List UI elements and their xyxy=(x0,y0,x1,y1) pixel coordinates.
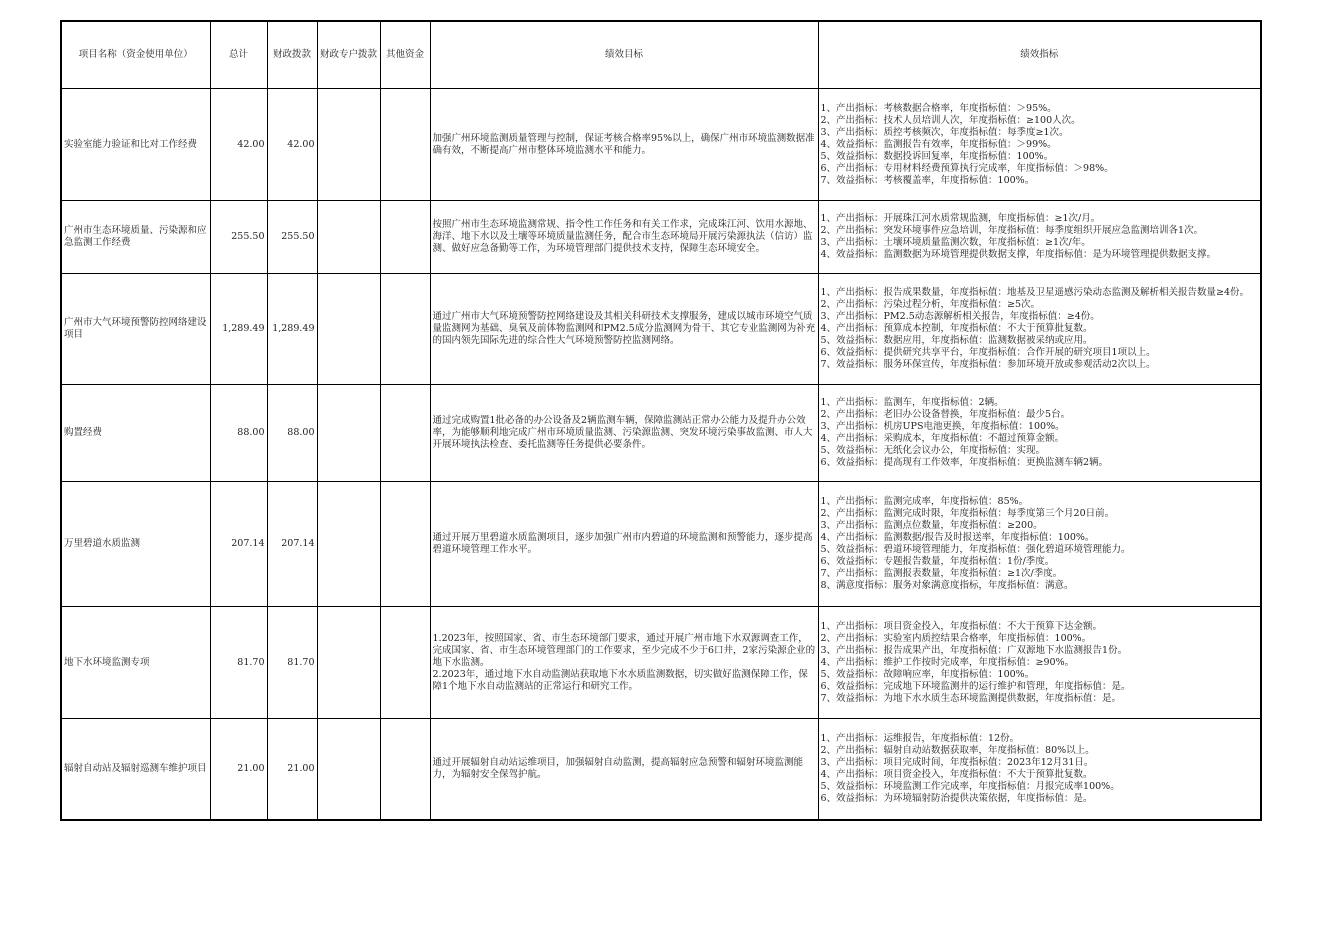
special-account-cell xyxy=(317,274,380,385)
project-name-cell: 地下水环境监测专项 xyxy=(61,607,210,719)
indicator-line: 3、产出指标：土壤环境质量监测次数，年度指标值：≥1次/年。 xyxy=(820,237,1091,248)
fiscal-cell: 81.70 xyxy=(267,607,317,719)
special-account-cell xyxy=(317,89,380,201)
indicator-line: 7、效益指标：为地下水水质生态环境监测提供数据，年度指标值：是。 xyxy=(820,692,1122,704)
fiscal-cell: 255.50 xyxy=(267,201,317,274)
indicator-line: 4、产出指标：采购成本，年度指标值：不超过预算金额。 xyxy=(820,433,1065,444)
table-row xyxy=(61,482,1261,607)
performance-goal-cell: 通过完成购置1批必备的办公设备及2辆监测车辆，保障监测站正常办公能力及提升办公效率，为能够顺利地完成广州市环境质量监测、污染源监测、突发环境污染事故监测、市人大开展环境执法检查、委托监测等任务提供必要条件。 xyxy=(430,385,818,482)
indicator-line: 1、产出指标：项目资金投入，年度指标值：不大于预算下达金额。 xyxy=(820,620,1103,632)
indicator-line: 5、效益指标：数据投诉回复率，年度指标值：100%。 xyxy=(820,150,1054,162)
indicator-line: 4、产出指标：监测数据/报告及时报送率，年度指标值：100%。 xyxy=(820,532,1095,543)
other-funds-cell xyxy=(380,89,430,201)
performance-indicators-cell xyxy=(818,201,1261,274)
performance-indicators-cell xyxy=(818,482,1261,607)
indicator-line: 7、产出指标：监测报表数量，年度指标值：≥1次/季度。 xyxy=(820,568,1063,579)
indicator-line: 1、产出指标：报告成果数量，年度指标值：地基及卫星遥感污染动态监测及解析相关报告数量≥4份。 xyxy=(820,287,1250,298)
indicator-line: 4、产出指标：项目资金投入，年度指标值：不大于预算批复数。 xyxy=(820,768,1093,780)
other-funds-cell xyxy=(380,385,430,482)
performance-goal-cell: 通过广州市大气环境预警防控网络建设及其相关科研技术支撑服务，建成以城市环境空气质量监测网为基础、臭氧及前体物监测网和PM2.5成分监测网为骨干、其它专业监测网为补充的国内领先国际先进的综合性大气环境预警防控监测网络。 xyxy=(430,274,818,385)
performance-goal-cell: 按照广州市生态环境监测常规、指令性工作任务和有关工作求，完成珠江河、饮用水源地、海洋、地下水以及土壤等环境质量监测任务，配合市生态环境局开展污染源执法（信访）监测、做好应急备勤等工作，为环境管理部门提供技术支持，保障生态环境安全。 xyxy=(430,201,818,274)
table-row xyxy=(61,89,1261,201)
indicator-line: 1、产出指标：开展珠江河水质常规监测，年度指标值：≥1次/月。 xyxy=(820,213,1101,224)
total-cell: 88.00 xyxy=(210,385,267,482)
indicator-line: 2、产出指标：技术人员培训人次，年度指标值：≥100人次。 xyxy=(820,114,1081,126)
indicator-line: 6、产出指标：专用材料经费预算执行完成率，年度指标值：＞98%。 xyxy=(820,162,1114,174)
table-row xyxy=(61,719,1261,820)
special-account-cell xyxy=(317,719,380,820)
total-cell: 1,289.49 xyxy=(210,274,267,385)
project-name-cell: 辐射自动站及辐射巡测车维护项目 xyxy=(61,719,210,820)
indicator-line: 3、产出指标：PM2.5动态源解析相关报告，年度指标值：≥4份。 xyxy=(820,311,1100,322)
indicator-line: 5、效益指标：环境监测工作完成率，年度指标值：月报完成率100%。 xyxy=(820,780,1120,792)
indicator-line: 3、产出指标：报告成果产出，年度指标值：广双源地下水监测报告1份。 xyxy=(820,644,1128,656)
indicator-line: 2、产出指标：老旧办公设备替换，年度指标值：最少5台。 xyxy=(820,409,1071,420)
indicator-line: 4、产出指标：维护工作按时完成率，年度指标值：≥90%。 xyxy=(820,656,1075,668)
table-row xyxy=(61,201,1261,274)
performance-indicators-cell xyxy=(818,274,1261,385)
total-cell: 81.70 xyxy=(210,607,267,719)
indicator-line: 5、效益指标：无纸化会议办公，年度指标值：实现。 xyxy=(820,445,1046,456)
project-name-cell: 实验室能力验证和比对工作经费 xyxy=(61,89,210,201)
indicator-line: 3、产出指标：项目完成时间，年度指标值：2023年12月31日。 xyxy=(820,756,1094,768)
indicator-line: 6、效益指标：为环境辐射防治提供决策依据，年度指标值：是。 xyxy=(820,792,1093,804)
indicator-line: 3、产出指标：监测点位数量，年度指标值：≥200。 xyxy=(820,520,1043,531)
total-cell: 207.14 xyxy=(210,482,267,607)
header-special-account: 财政专户拨款 xyxy=(317,21,380,89)
indicator-line: 7、效益指标：服务环保宣传，年度指标值：参加环境开放或参观活动2次以上。 xyxy=(820,359,1156,370)
indicator-line: 2、产出指标：突发环境事件应急培训，年度指标值：每季度组织开展应急监测培训各1次。 xyxy=(820,225,1204,236)
special-account-cell xyxy=(317,385,380,482)
performance-indicators-cell xyxy=(818,385,1261,482)
other-funds-cell xyxy=(380,607,430,719)
performance-goal-cell: 通过开展辐射自动站运维项目，加强辐射自动监测，提高辐射应急预警和辐射环境监测能力，为辐射安全保驾护航。 xyxy=(430,719,818,820)
indicator-line: 4、效益指标：监测报告有效率，年度指标值：＞99%。 xyxy=(820,138,1057,150)
header-performance-indicators: 绩效指标 xyxy=(818,21,1261,89)
table-row xyxy=(61,385,1261,482)
special-account-cell xyxy=(317,201,380,274)
indicator-line: 1、产出指标：考核数据合格率，年度指标值：＞95%。 xyxy=(820,102,1057,114)
indicator-line: 2、产出指标：实验室内质控结果合格率，年度指标值：100%。 xyxy=(820,632,1092,644)
header-fiscal: 财政拨款 xyxy=(267,21,317,89)
indicator-line: 4、效益指标：监测数据为环境管理提供数据支撑，年度指标值：是为环境管理提供数据支撑。 xyxy=(820,249,1217,260)
total-cell: 255.50 xyxy=(210,201,267,274)
performance-goal-cell: 1.2023年，按照国家、省、市生态环境部门要求，通过开展广州市地下水双源调查工作，完成国家、省、市生态环境管理部门的工作要求，至少完成不少于6口井，2家污染源企业的地下水监测。 2.2023年，通过地下水自动监测站获取地下水水质监测数据，切实做好监测保障工作，保障1个地下水自动监测站的正常运行和研究工作。 xyxy=(430,607,818,719)
header-other-funds: 其他资金 xyxy=(380,21,430,89)
indicator-line: 3、产出指标：机房UPS电池更换，年度指标值：100%。 xyxy=(820,421,1065,432)
project-name-cell: 广州市大气环境预警防控网络建设项目 xyxy=(61,274,210,385)
performance-indicators-cell xyxy=(818,719,1261,820)
indicator-line: 7、效益指标：考核覆盖率，年度指标值：100%。 xyxy=(820,174,1035,186)
indicator-line: 5、效益指标：数据应用，年度指标值：监测数据被采纳或应用。 xyxy=(820,335,1093,346)
indicator-line: 2、产出指标：污染过程分析，年度指标值：≥5次。 xyxy=(820,299,1041,310)
performance-goal-cell: 加强广州环境监测质量管理与控制，保证考核合格率95%以上，确保广州市环境监测数据准确有效，不断提高广州市整体环境监测水平和能力。 xyxy=(430,89,818,201)
header-row xyxy=(61,21,1261,89)
indicator-line: 5、效益指标：碧道环境管理能力，年度指标值：强化碧道环境管理能力。 xyxy=(820,544,1131,555)
special-account-cell xyxy=(317,607,380,719)
other-funds-cell xyxy=(380,274,430,385)
other-funds-cell xyxy=(380,482,430,607)
special-account-cell xyxy=(317,482,380,607)
fiscal-cell: 42.00 xyxy=(267,89,317,201)
fiscal-cell: 21.00 xyxy=(267,719,317,820)
header-performance-goal: 绩效目标 xyxy=(430,21,818,89)
fiscal-cell: 1,289.49 xyxy=(267,274,317,385)
indicator-line: 4、产出指标：预算成本控制，年度指标值：不大于预算批复数。 xyxy=(820,323,1093,334)
indicator-line: 1、产出指标：监测完成率，年度指标值：85%。 xyxy=(820,496,1029,507)
indicator-line: 6、效益指标：提供研究共享平台，年度指标值：合作开展的研究项目1项以上。 xyxy=(820,347,1156,358)
project-name-cell: 万里碧道水质监测 xyxy=(61,482,210,607)
other-funds-cell xyxy=(380,201,430,274)
fiscal-cell: 207.14 xyxy=(267,482,317,607)
total-cell: 42.00 xyxy=(210,89,267,201)
performance-goal-cell: 通过开展万里碧道水质监测项目，逐步加强广州市内碧道的环境监测和预警能力，逐步提高碧道环境管理工作水平。 xyxy=(430,482,818,607)
fiscal-cell: 88.00 xyxy=(267,385,317,482)
indicator-line: 5、效益指标：故障响应率，年度指标值：100%。 xyxy=(820,668,1035,680)
header-total: 总计 xyxy=(210,21,267,89)
indicator-line: 6、效益指标：提高现有工作效率，年度指标值：更换监测车辆2辆。 xyxy=(820,457,1109,468)
performance-table xyxy=(60,20,1262,821)
indicator-line: 3、产出指标：质控考核频次，年度指标值：每季度≥1次。 xyxy=(820,126,1069,138)
indicator-line: 6、效益指标：完成地下环境监测井的运行维护和管理，年度指标值：是。 xyxy=(820,680,1131,692)
header-project-name: 项目名称（资金使用单位） xyxy=(61,21,210,89)
other-funds-cell xyxy=(380,719,430,820)
project-name-cell: 广州市生态环境质量、污染源和应急监测工作经费 xyxy=(61,201,210,274)
table-row xyxy=(61,274,1261,385)
indicator-line: 2、产出指标：辐射自动站数据获取率，年度指标值：80%以上。 xyxy=(820,744,1095,756)
indicator-line: 1、产出指标：监测车，年度指标值：2辆。 xyxy=(820,397,1004,408)
indicator-line: 6、效益指标：专题报告数量，年度指标值：1份/季度。 xyxy=(820,556,1055,567)
project-name-cell: 购置经费 xyxy=(61,385,210,482)
performance-indicators-cell xyxy=(818,607,1261,719)
indicator-line: 2、产出指标：监测完成时限，年度指标值：每季度第三个月20日前。 xyxy=(820,508,1115,519)
indicator-line: 8、满意度指标：服务对象满意度指标，年度指标值：满意。 xyxy=(820,580,1074,591)
total-cell: 21.00 xyxy=(210,719,267,820)
table-row xyxy=(61,607,1261,719)
indicator-line: 1、产出指标：运维报告，年度指标值：12份。 xyxy=(820,732,1020,744)
performance-indicators-cell xyxy=(818,89,1261,201)
